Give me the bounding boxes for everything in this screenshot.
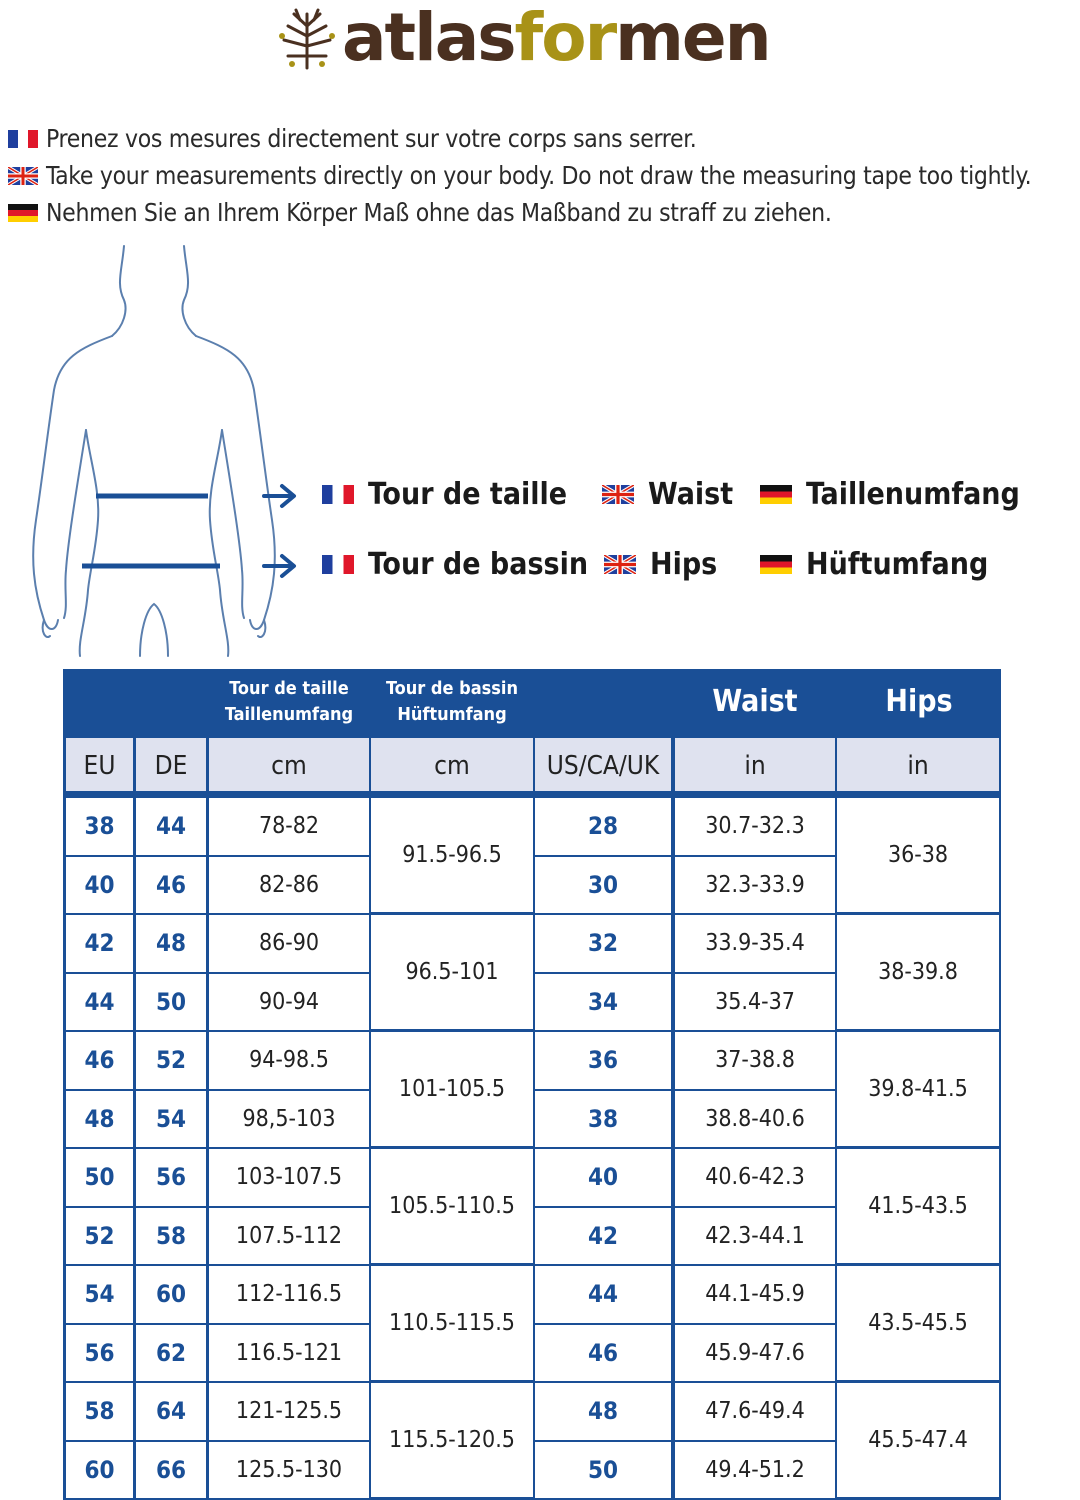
legend-hips-en: Hips bbox=[604, 547, 717, 582]
legend-hips-fr: Tour de bassin bbox=[322, 547, 588, 582]
de-size-cell: 46 bbox=[136, 857, 206, 914]
de-size-cell: 48 bbox=[136, 915, 206, 972]
us-size-cell: 30 bbox=[535, 857, 671, 914]
us-size-cell: 40 bbox=[535, 1149, 671, 1206]
us-size-cell: 46 bbox=[535, 1325, 671, 1382]
brand-wordmark: atlasformen bbox=[342, 0, 770, 76]
hips-cm-cell: 101-105.5 bbox=[371, 1032, 533, 1146]
header-waist-cm: Tour de taille Taillenumfang bbox=[224, 678, 354, 725]
instruction-text: Nehmen Sie an Ihrem Körper Maß ohne das Maßband zu straff zu ziehen. bbox=[46, 198, 832, 227]
hips-cm-cell: 110.5-115.5 bbox=[371, 1266, 533, 1380]
eu-size-cell: 58 bbox=[66, 1383, 133, 1440]
waist-cm-cell: 82-86 bbox=[209, 857, 369, 914]
eu-size-cell: 60 bbox=[66, 1442, 133, 1499]
instruction-text: Prenez vos mesures directement sur votre corps sans serrer. bbox=[46, 124, 697, 153]
eu-size-cell: 50 bbox=[66, 1149, 133, 1206]
brand-logo bbox=[270, 0, 830, 80]
de-size-cell: 54 bbox=[136, 1091, 206, 1148]
de-size-cell: 52 bbox=[136, 1032, 206, 1089]
us-size-cell: 42 bbox=[535, 1208, 671, 1265]
unit-header-cell: US/CA/UK bbox=[535, 738, 671, 791]
de-size-cell: 56 bbox=[136, 1149, 206, 1206]
waist-in-cell: 33.9-35.4 bbox=[675, 915, 835, 972]
waist-cm-cell: 112-116.5 bbox=[209, 1266, 369, 1323]
waist-cm-cell: 94-98.5 bbox=[209, 1032, 369, 1089]
de-size-cell: 62 bbox=[136, 1325, 206, 1382]
instruction-de bbox=[8, 194, 1080, 231]
measurement-instructions bbox=[8, 120, 1080, 231]
waist-in-cell: 42.3-44.1 bbox=[675, 1208, 835, 1265]
unit-header-cell: in bbox=[675, 738, 835, 791]
de-size-cell: 60 bbox=[136, 1266, 206, 1323]
hips-cm-cell: 96.5-101 bbox=[371, 915, 533, 1029]
unit-header-cell: cm bbox=[209, 738, 369, 791]
waist-cm-cell: 98,5-103 bbox=[209, 1091, 369, 1148]
hips-cm-cell: 115.5-120.5 bbox=[371, 1383, 533, 1497]
unit-header-cell: DE bbox=[136, 738, 206, 791]
eu-size-cell: 56 bbox=[66, 1325, 133, 1382]
instruction-text: Take your measurements directly on your body. Do not draw the measuring tape too tightly. bbox=[46, 161, 1032, 190]
de-size-cell: 58 bbox=[136, 1208, 206, 1265]
de-size-cell: 66 bbox=[136, 1442, 206, 1499]
waist-in-cell: 37-38.8 bbox=[675, 1032, 835, 1089]
de-size-cell: 64 bbox=[136, 1383, 206, 1440]
uk-flag-icon bbox=[602, 485, 634, 504]
header-waist-in: Waist bbox=[712, 684, 798, 719]
de-size-cell: 44 bbox=[136, 798, 206, 855]
waist-cm-cell: 103-107.5 bbox=[209, 1149, 369, 1206]
us-size-cell: 34 bbox=[535, 974, 671, 1031]
eu-size-cell: 48 bbox=[66, 1091, 133, 1148]
us-size-cell: 32 bbox=[535, 915, 671, 972]
legend-waist-de: Taillenumfang bbox=[760, 477, 1020, 512]
germany-flag-icon bbox=[760, 555, 792, 574]
unit-header-cell: cm bbox=[371, 738, 533, 791]
hips-in-cell: 39.8-41.5 bbox=[837, 1032, 999, 1146]
france-flag-icon bbox=[322, 555, 354, 574]
waist-cm-cell: 125.5-130 bbox=[209, 1442, 369, 1499]
uk-flag-icon bbox=[8, 167, 38, 185]
legend-waist-en: Waist bbox=[602, 477, 733, 512]
waist-cm-cell: 90-94 bbox=[209, 974, 369, 1031]
hips-in-cell: 43.5-45.5 bbox=[837, 1266, 999, 1380]
legend-hips-de: Hüftumfang bbox=[760, 547, 988, 582]
france-flag-icon bbox=[322, 485, 354, 504]
hips-in-cell: 38-39.8 bbox=[837, 915, 999, 1029]
waist-in-cell: 47.6-49.4 bbox=[675, 1383, 835, 1440]
instruction-fr bbox=[8, 120, 1080, 157]
germany-flag-icon bbox=[760, 485, 792, 504]
eu-size-cell: 52 bbox=[66, 1208, 133, 1265]
eu-size-cell: 44 bbox=[66, 974, 133, 1031]
waist-in-cell: 30.7-32.3 bbox=[675, 798, 835, 855]
us-size-cell: 28 bbox=[535, 798, 671, 855]
us-size-cell: 36 bbox=[535, 1032, 671, 1089]
eu-size-cell: 38 bbox=[66, 798, 133, 855]
waist-in-cell: 49.4-51.2 bbox=[675, 1442, 835, 1499]
eu-size-cell: 42 bbox=[66, 915, 133, 972]
waist-in-cell: 40.6-42.3 bbox=[675, 1149, 835, 1206]
eu-size-cell: 54 bbox=[66, 1266, 133, 1323]
uk-flag-icon bbox=[604, 555, 636, 574]
de-size-cell: 50 bbox=[136, 974, 206, 1031]
waist-cm-cell: 116.5-121 bbox=[209, 1325, 369, 1382]
body-measurement-figure bbox=[20, 240, 320, 660]
instruction-en bbox=[8, 157, 1080, 194]
us-size-cell: 44 bbox=[535, 1266, 671, 1323]
hips-in-cell: 36-38 bbox=[837, 798, 999, 912]
waist-cm-cell: 78-82 bbox=[209, 798, 369, 855]
waist-in-cell: 35.4-37 bbox=[675, 974, 835, 1031]
eu-size-cell: 40 bbox=[66, 857, 133, 914]
hips-in-cell: 45.5-47.4 bbox=[837, 1383, 999, 1497]
waist-cm-cell: 107.5-112 bbox=[209, 1208, 369, 1265]
hips-in-cell: 41.5-43.5 bbox=[837, 1149, 999, 1263]
leaf-logo-icon bbox=[274, 6, 340, 72]
header-hips-in: Hips bbox=[885, 684, 953, 719]
us-size-cell: 48 bbox=[535, 1383, 671, 1440]
unit-header-cell: in bbox=[837, 738, 999, 791]
waist-in-cell: 45.9-47.6 bbox=[675, 1325, 835, 1382]
unit-header-cell: EU bbox=[66, 738, 133, 791]
waist-in-cell: 38.8-40.6 bbox=[675, 1091, 835, 1148]
hips-cm-cell: 91.5-96.5 bbox=[371, 798, 533, 912]
waist-in-cell: 44.1-45.9 bbox=[675, 1266, 835, 1323]
us-size-cell: 38 bbox=[535, 1091, 671, 1148]
legend-waist-fr: Tour de taille bbox=[322, 477, 567, 512]
waist-in-cell: 32.3-33.9 bbox=[675, 857, 835, 914]
header-hips-cm: Tour de bassin Hüftumfang bbox=[385, 678, 519, 725]
waist-cm-cell: 121-125.5 bbox=[209, 1383, 369, 1440]
france-flag-icon bbox=[8, 130, 38, 148]
us-size-cell: 50 bbox=[535, 1442, 671, 1499]
germany-flag-icon bbox=[8, 204, 38, 222]
waist-cm-cell: 86-90 bbox=[209, 915, 369, 972]
table-header bbox=[63, 669, 1001, 735]
hips-cm-cell: 105.5-110.5 bbox=[371, 1149, 533, 1263]
eu-size-cell: 46 bbox=[66, 1032, 133, 1089]
table-body bbox=[63, 735, 1001, 1500]
